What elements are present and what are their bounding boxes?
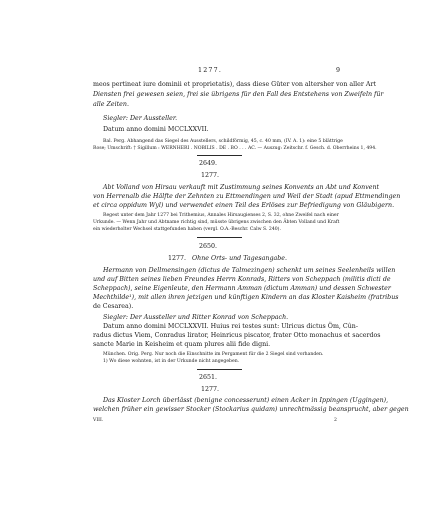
entry-year: 1277. [201, 172, 220, 179]
sheet-signature: 2 [334, 418, 337, 423]
source-note: Rose; Umschrift: † Sigillum : WERNHERI . NOBILIS . DE . BO . . . AC. — Auszug: Zeitschr. f. Gesch. d. Oberrheins 1, 494. [93, 146, 377, 151]
running-year: 1277. [198, 67, 223, 74]
entry-text-line: welchen früher ein gewisser Stocker (Stockarius quidam) unrechtmässig beansprucht, aber gegen [93, 406, 409, 413]
entry-text-line: Scheppach), seine Eigenleute, den Hermann Amman (dictum Amman) und dessen Schwester [93, 285, 391, 292]
source-note: München. Orig. Perg. Nur noch die Einschnitte im Pergament für die 2 Siegel sind vorhanden. [103, 352, 324, 357]
entry-number: 2649. [199, 160, 218, 167]
datum-line: Datum anno domini MCCLXXVII. [103, 126, 209, 133]
entry-text-line: und auf Bitten seines lieben Freundes Herrn Konrads, Ritters von Scheppach (militis dicti de [93, 276, 391, 283]
section-divider [197, 237, 242, 238]
entry-subtitle: Ohne Orts- und Tagesangabe. [192, 255, 288, 262]
page-number: 9 [336, 67, 341, 74]
regest-note: Urkunde. — Wenn Jahr und Abtname richtig sind, müsste übrigens zwischen den Äbten Volland und Kraft [93, 220, 340, 225]
source-note: Bal. Perg. Abhangend das Siegel des Ausstellers, schildförmig, 45, c. 40 mm, (IV. A. 1): eine 5 blättrige [103, 139, 343, 144]
footnote: 1) Wo diese wohnten, ist in der Urkunde nicht angegeben. [103, 359, 240, 364]
entry-text-line: Mechthilde¹), mit allen ihren jetzigen und künftigen Kindern an das Kloster Kaisheim (fratribus [93, 294, 399, 301]
datum-line: Datum anno domini MCCLXXVII. Huius rei testes sunt: Ulricus dictus Öm, Cûn- [103, 323, 358, 330]
entry-text-line: von Herrenalb die Hälfte der Zehnten zu Ettmendingen und Weil der Stadt (apud Ettmendingen [93, 193, 401, 200]
regest-note: Regest unter dem Jahr 1277 bei Trithemius, Annales Hirsaugienses 2, S. 32, ohne Zweifel nach einer [103, 213, 339, 218]
entry-text-line: Hermann von Dellmensingen (dictus de Talmezingen) schenkt um seines Seelenheils willen [103, 267, 396, 274]
prev-text-line: meos pertineat iure dominii et proprietatis), dass diese Güter von altersher von aller Art [93, 81, 377, 88]
volume-mark: VIII. [93, 418, 104, 423]
entry-number: 2650. [199, 243, 218, 250]
entry-number: 2651. [199, 374, 218, 381]
section-divider [197, 369, 242, 370]
entry-year: 1277. [168, 255, 187, 262]
section-divider [197, 155, 242, 156]
entry-text-line: Das Kloster Lorch überlässt (benigne concesserunt) einen Acker in Ippingen (Uggingen), [103, 397, 389, 404]
entry-text-line: de Cesarea). [93, 303, 134, 310]
prev-text-line: Diensten frei gewesen seien, frei sie übrigens für den Fall des Entstehens von Zweifeln für [93, 91, 384, 98]
entry-text-line: Abt Volland von Hirsau verkauft mit Zustimmung seines Konvents an Abt und Konvent [103, 184, 380, 191]
sealer-line: Siegler: Der Aussteller. [103, 115, 178, 122]
regest-note: ein wiederholter Wechsel stattgefunden haben (vergl. O.A.-Beschr. Calw S. 240). [93, 227, 281, 232]
datum-line: radus dictus Viem, Conradus lirator, Heinricus piscator, frater Otto monachus et sacerdos [93, 332, 381, 339]
sealer-line: Siegler: Der Aussteller und Ritter Konrad von Scheppach. [103, 314, 289, 321]
entry-year: 1277. [201, 386, 220, 393]
entry-text-line: et circa oppidum Wyl) und verwendet einen Teil des Erlöses zur Befriedigung von Gläubigern. [93, 202, 395, 209]
prev-text-line: alle Zeiten. [93, 101, 129, 108]
datum-line: sancte Marie in Keisheim et quam plures alii fide digni. [93, 341, 271, 348]
